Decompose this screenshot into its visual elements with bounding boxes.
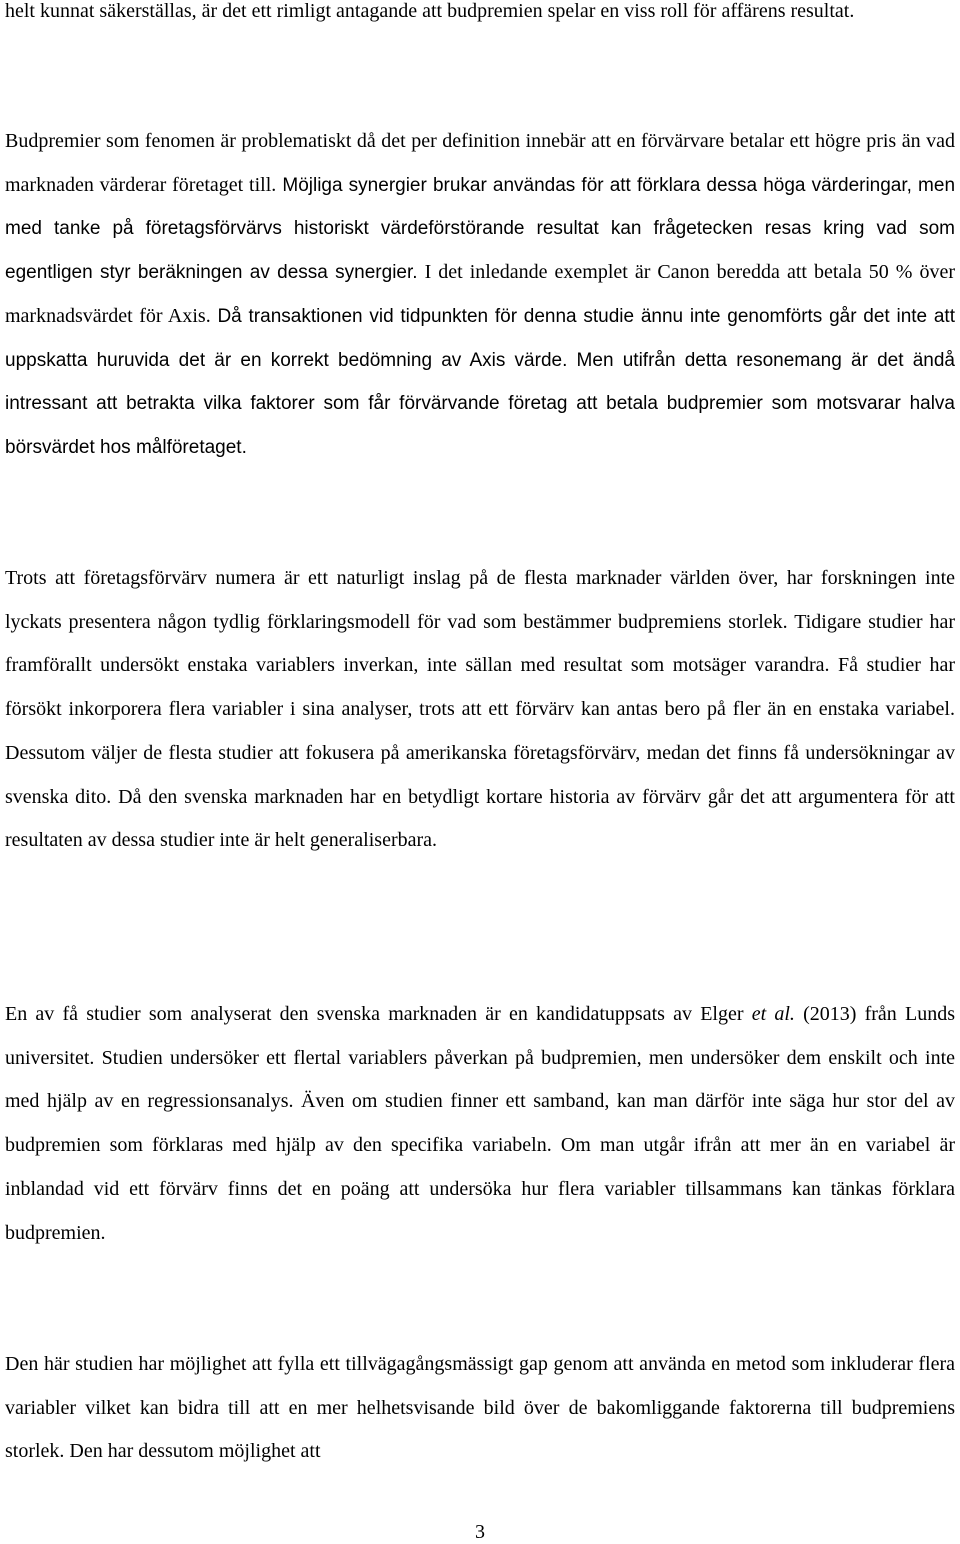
paragraph-text: I det inledande exemplet är Canon beredda att betala 50 % över marknadsvärdet för Axis. (5, 261, 955, 327)
paragraph-text-sans: Möjliga synergier brukar användas för att förklara dessa höga värderingar, men med tanke på företagsförvärvs historiskt värdeförstörande resultat kan frågetecken resas kring vad som egentligen styr beräkningen av dessa synergier. (5, 174, 956, 284)
paragraph-research-gap (5, 557, 955, 863)
paragraph-study-contribution (5, 1343, 955, 1474)
paragraph-bid-premiums (5, 120, 955, 470)
paragraph-text: helt kunnat säkerställas, är det ett rimligt antagande att budpremien spelar en viss roll för affärens resultat. (5, 0, 855, 22)
page-number: 3 (475, 1521, 485, 1543)
paragraph-prior-study (5, 993, 955, 1255)
paragraph-text-sans: Då transaktionen vid tidpunkten för denna studie ännu inte genomförts går det inte att uppskatta huruvida det är en korrekt bedömning av Axis värde. Men utifrån detta resonemang är det ändå intressant att betrakta vilka faktorer som får förvärvande företag att betala budpremier som motsvarar halva börsvärdet hos målföretaget. (5, 305, 955, 458)
paragraph-intro-continuation (5, 0, 955, 34)
paragraph-text: En av få studier som analyserat den svenska marknaden är en kandidatuppsats av Elger (5, 1003, 752, 1025)
paragraph-text: Trots att företagsförvärv numera är ett naturligt inslag på de flesta marknader världen över, har forskningen inte lyckats presentera någon tydlig förklaringsmodell för vad som bestämmer budpremiens storlek. Tidigare studier har framförallt undersökt enstaka variablers inverkan, inte sällan med resultat som motsäger varandra. Få studier har försökt inkorporera flera variabler i sina analyser, trots att ett förvärv kan antas bero på fler än en enstaka variabel. Dessutom väljer de flesta studier att fokusera på amerikanska företagsförvärv, medan det finns få undersökningar av svenska dito. Då den svenska marknaden har en betydligt kortare historia av förvärv går det att argumentera för att resultaten av dessa studier inte är helt generaliserbara. (5, 567, 955, 852)
paragraph-text: Den här studien har möjlighet att fylla ett tillvägagångsmässigt gap genom att använda en metod som inkluderar flera variabler vilket kan bidra till att en mer helhetsvisande bild över de bakomliggande faktorerna till budpremiens storlek. Den har dessutom möjlighet att (5, 1353, 955, 1463)
paragraph-text: (2013) från Lunds universitet. Studien undersöker ett flertal variablers påverkan på budpremien, men undersöker dem enskilt och inte med hjälp av en regressionsanalys. Även om studien finner ett samband, kan man därför inte säga hur stor del av budpremien som förklaras med hjälp av den specifika variabeln. Om man utgår ifrån att mer än en variabel är inblandad vid ett förvärv finns det en poäng att undersöka hur flera variabler tillsammans kan tänkas förklara budpremien. (5, 1003, 955, 1244)
paragraph-text: Budpremier som fenomen är problematiskt då det per definition innebär att en förvärvare betalar ett högre pris än vad marknaden värderar företaget till. (5, 130, 955, 196)
citation-et-al: et al. (751, 1003, 795, 1025)
